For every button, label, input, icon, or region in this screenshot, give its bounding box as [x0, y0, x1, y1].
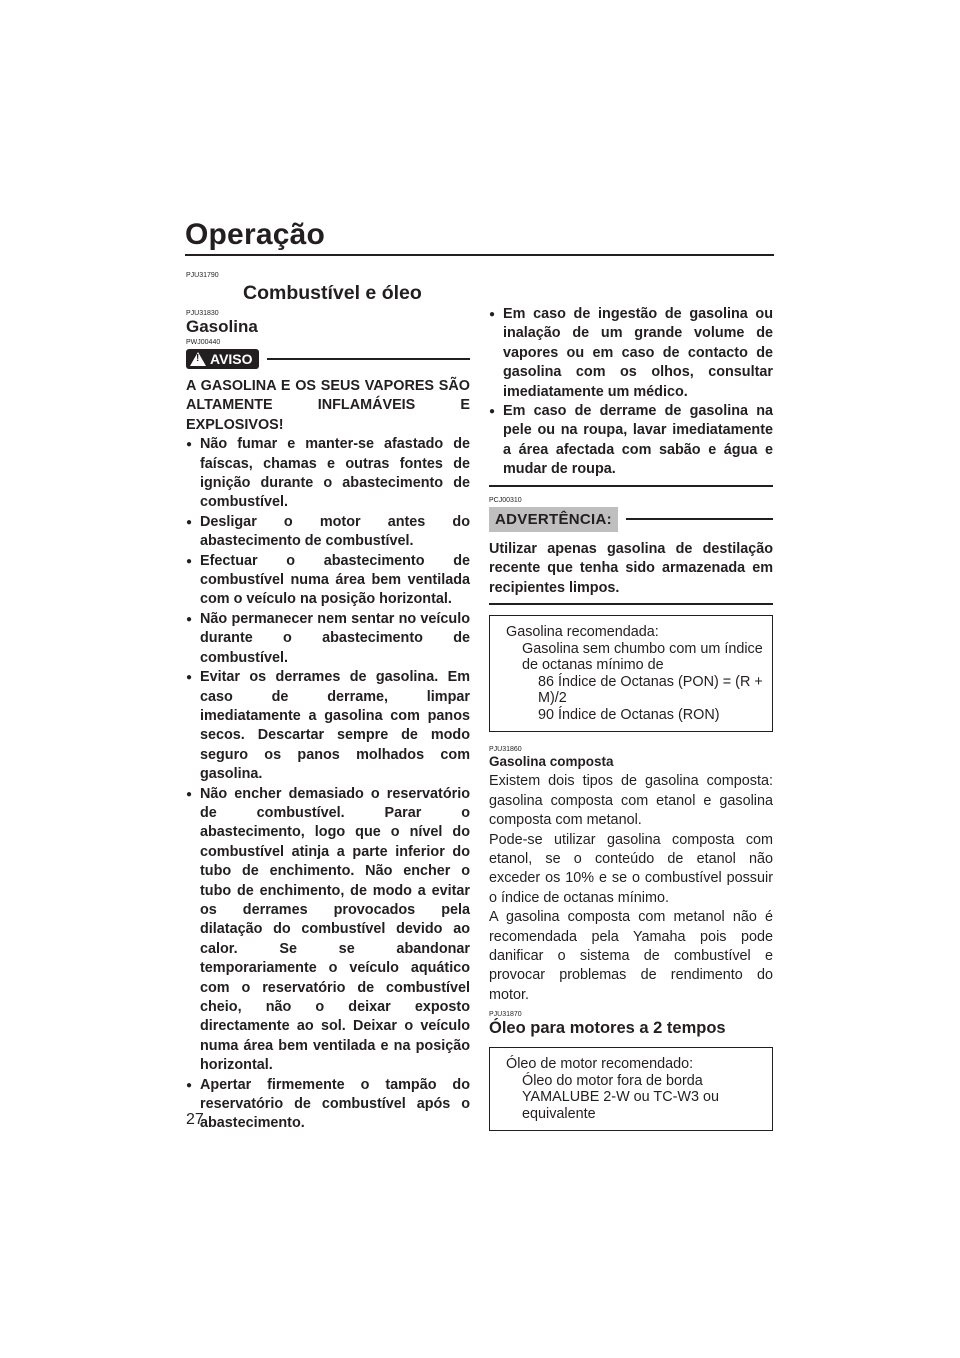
aviso-rule	[267, 358, 470, 360]
warning-code: PWJ00440	[186, 339, 221, 346]
oil-spec-line: Óleo do motor fora de borda	[522, 1072, 703, 1089]
oil-spec-box	[489, 1047, 773, 1131]
advertencia-text: Utilizar apenas gasolina de destilação recente que tenha sido armazenada em recipientes limpos.	[489, 541, 773, 596]
aviso-badge	[186, 349, 259, 369]
aviso-header	[186, 349, 470, 369]
section-code: PJU31830	[186, 310, 219, 317]
warning-item: ● Apertar firmemente o tampão do reservatório de combustível após o abastecimento.	[186, 1076, 470, 1134]
oil-spec-label: Óleo de motor recomendado:	[506, 1056, 694, 1073]
right-column	[489, 305, 773, 1131]
fuel-spec-box	[489, 615, 773, 732]
warning-item: ● Em caso de ingestão de gasolina ou inalação de um grande volume de vapores ou em caso de contacto de gasolina com os olhos, consultar imediatamente um médico.	[489, 305, 773, 402]
page-number: 27	[186, 1111, 204, 1128]
warning-item: ● Não fumar e manter-se afastado de faíscas, chamas e outras fontes de ignição durante o abastecimento de combustível.	[186, 435, 470, 513]
warning-item: ● Desligar o motor antes do abastecimento de combustível.	[186, 513, 470, 552]
title-rule	[185, 254, 774, 256]
warning-item: ● Evitar os derrames de gasolina. Em caso de derrame, limpar imediatamente a gasolina com panos secos. Descartar sempre de modo seguro os panos molhados com gasolina.	[186, 668, 470, 784]
aviso-label: AVISO	[210, 351, 253, 367]
composta-paragraph: Existem dois tipos de gasolina composta: gasolina composta com etanol e gasolina composta com metanol.	[489, 773, 773, 829]
composta-paragraph: A gasolina composta com metanol não é recomendada pela Yamaha pois pode danificar o sistema de combustível e provocar problemas de rendimento do motor.	[489, 909, 773, 1003]
advertencia-end-rule	[489, 603, 773, 605]
left-column	[186, 272, 470, 1134]
warning-intro: A GASOLINA E OS SEUS VAPORES SÃO ALTAMENTE INFLAMÁVEIS E EXPLOSIVOS!	[186, 378, 470, 433]
page-title: Operação	[185, 218, 325, 251]
oil-spec-line: YAMALUBE 2-W ou TC-W3 ou equivalente	[522, 1089, 719, 1122]
gasolina-heading: Gasolina	[186, 317, 258, 336]
fuel-spec-line: Gasolina sem chumbo com um índice de octanas mínimo de	[522, 640, 763, 674]
advertencia-badge: ADVERTÊNCIA:	[489, 507, 618, 532]
composta-paragraph: Pode-se utilizar gasolina composta com etanol, se o conteúdo de etanol não exceder os 10% e se o combustível possuir o índice de octanas mínimo.	[489, 831, 773, 906]
fuel-spec-label: Gasolina recomendada:	[506, 624, 659, 641]
advertencia-rule	[626, 518, 773, 520]
warning-item: ● Não encher demasiado o reservatório de combustível. Parar o abastecimento, logo que o nível do combustível atinja a parte inferior do tubo de enchimento. Não encher o tubo de enchimento, de modo a evitar os derrames provocados pela dilatação do combustível devido ao calor. Se se abandonar temporariamente o veículo aquático com o reservatório de combustível cheio, não o deixar exposto directamente ao sol. Deixar o veículo numa área bem ventilada e na posição horizontal.	[186, 785, 470, 1076]
oil-heading: Óleo para motores a 2 tempos	[489, 1019, 726, 1038]
warning-list-continued	[489, 305, 773, 480]
warning-item: ● Não permanecer nem sentar no veículo durante o abastecimento de combustível.	[186, 610, 470, 668]
fuel-spec-line: 90 Índice de Octanas (RON)	[538, 706, 720, 723]
section-code: PJU31790	[186, 272, 219, 279]
caution-code: PCJ00310	[489, 496, 522, 504]
warning-item: ● Efectuar o abastecimento de combustível numa área bem ventilada com o veículo na posição horizontal.	[186, 552, 470, 610]
composta-heading: Gasolina composta	[489, 754, 614, 770]
section-heading: Combustível e óleo	[243, 282, 422, 304]
warning-list	[186, 435, 470, 1134]
warning-item: ● Em caso de derrame de gasolina na pele ou na roupa, lavar imediatamente a área afectada com sabão e água e mudar de roupa.	[489, 402, 773, 480]
section-code: PJU31870	[489, 1011, 522, 1019]
section-code: PJU31860	[489, 746, 522, 754]
advertencia-header	[489, 507, 773, 532]
warning-end-rule	[489, 485, 773, 487]
warning-triangle-icon	[190, 352, 206, 366]
fuel-spec-line: 86 Índice de Octanas (PON) = (R + M)/2	[538, 673, 763, 707]
